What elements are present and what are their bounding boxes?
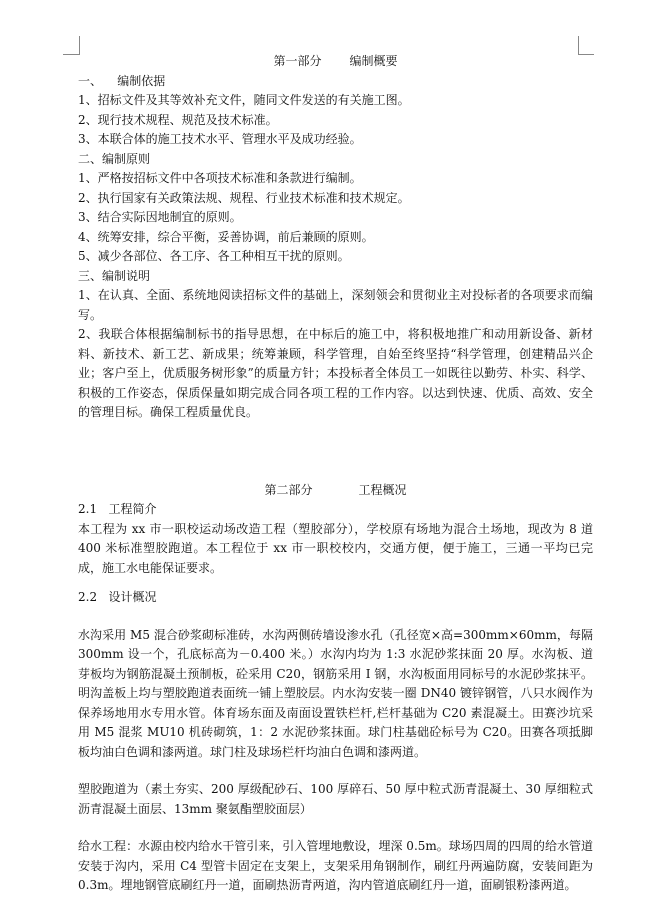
part1-title bbox=[78, 52, 593, 72]
design-paragraph-water: 给水工程：水源由校内给水干管引来，引入管埋地敷设，埋深 0.5m。球场四周的四周的给水管道安装于沟内，采用 C4 型管卡固定在支架上，支架采用角钢制作，刷红丹两遍防腐，安装间距为 0.3m。埋地钢管底刷红丹一道，面刷热沥青两道，沟内管道底刷红丹一道，面刷银粉漆两道。 bbox=[78, 839, 593, 892]
part2-title-name: 工程概况 bbox=[358, 482, 407, 497]
basis-heading: 一、 编制依据 bbox=[78, 73, 166, 88]
project-intro-paragraph: 本工程为 xx 市一职校运动场改造工程（塑胶部分），学校原有场地为混合土场地，现改为 8 道 400 米标准塑胶跑道。本工程位于 xx 市一职校校内，交通方便，便于施工，三通一平均已完成，施工水电能保证要求。 bbox=[78, 521, 593, 575]
principle-item: 5、减少各部位、各工序、各工种相互干扰的原则。 bbox=[78, 249, 350, 263]
principle-heading: 二、编制原则 bbox=[78, 151, 151, 166]
explain-paragraph: 1、在认真、全面、系统地阅读招标文件的基础上，深刻领会和贯彻业主对投标者的各项要求而编写。 bbox=[78, 288, 593, 322]
principle-item: 1、严格按招标文件中各项技术标准和条款进行编制。 bbox=[78, 171, 362, 185]
basis-item: 2、现行技术规程、规范及技术标准。 bbox=[78, 112, 278, 127]
design-paragraph-track: 塑胶跑道为（素土夯实、200 厚级配砂石、100 厚碎石、50 厚中粒式沥青混凝土、30 厚细粒式沥青混凝土面层、13mm 聚氨酯塑胶面层） bbox=[78, 782, 593, 816]
basis-item: 3、本联合体的施工技术水平、管理水平及成功经验。 bbox=[78, 132, 362, 146]
principle-item: 4、统筹安排，综合平衡，妥善协调，前后兼顾的原则。 bbox=[78, 229, 374, 244]
part1-title-name: 编制概要 bbox=[349, 54, 398, 68]
part2-title bbox=[78, 481, 593, 501]
principle-item: 3、结合实际因地制宜的原则。 bbox=[78, 210, 242, 224]
principle-item: 2、执行国家有关政策法规、规程、行业技术标准和技术规定。 bbox=[78, 190, 410, 205]
part1-title-number: 第一部分 bbox=[273, 54, 322, 68]
explain-heading: 三、编制说明 bbox=[78, 268, 151, 283]
document-body bbox=[78, 52, 593, 896]
design-paragraph-drainage: 水沟采用 M5 混合砂浆砌标准砖，水沟两侧砖墙设渗水孔（孔径宽×高=300mm×60mm，每隔 300mm 设一个，孔底标高为－0.400 米。）水沟内均为 1:3 水泥砂浆抹面 20 厚。水沟板、道芽板均为钢筋混凝土预制板，砼采用 C20，钢筋采用 I 钢，水沟板面用同标号的水泥砂浆抹平。明沟盖板上均与塑胶跑道表面统一铺上塑胶层。内水沟安装一圈 DN40 镀锌钢管，八只水阀作为保养场地用水专用水管。体育场东面及南面设置铁栏杆,栏杆基础为 C20 素混凝土。田赛沙坑采用 M5 混浆 MU10 机砖砌筑，1：2 水泥砂浆抹面。球门柱基础砼标号为 C20。田赛各项抵脚板均油白色调和漆两道。球门柱及球场栏杆均油白色调和漆两道。 bbox=[78, 627, 593, 759]
section-2-1-heading: 2.1 工程简介 bbox=[78, 502, 157, 516]
section-2-2-heading: 2.2 设计概况 bbox=[78, 590, 157, 604]
part2-title-number: 第二部分 bbox=[264, 482, 313, 497]
basis-item: 1、招标文件及其等效补充文件，随同文件发送的有关施工图。 bbox=[78, 93, 410, 107]
explain-paragraph: 2、我联合体根据编制标书的指导思想，在中标后的施工中，将积极地推广和动用新设备、新材料、新技术、新工艺、新成果；统筹兼顾，科学管理，自始至终坚持“科学管理，创建精品兴企业；客户至上，优质服务树形象”的质量方针；本投标者全体员工一如既往以勤劳、朴实、科学、积极的工作姿态，保质保量如期完成合同各项工程的工作内容。以达到快速、优质、高效、安全的管理目标。确保工程质量优良。 bbox=[78, 327, 593, 419]
